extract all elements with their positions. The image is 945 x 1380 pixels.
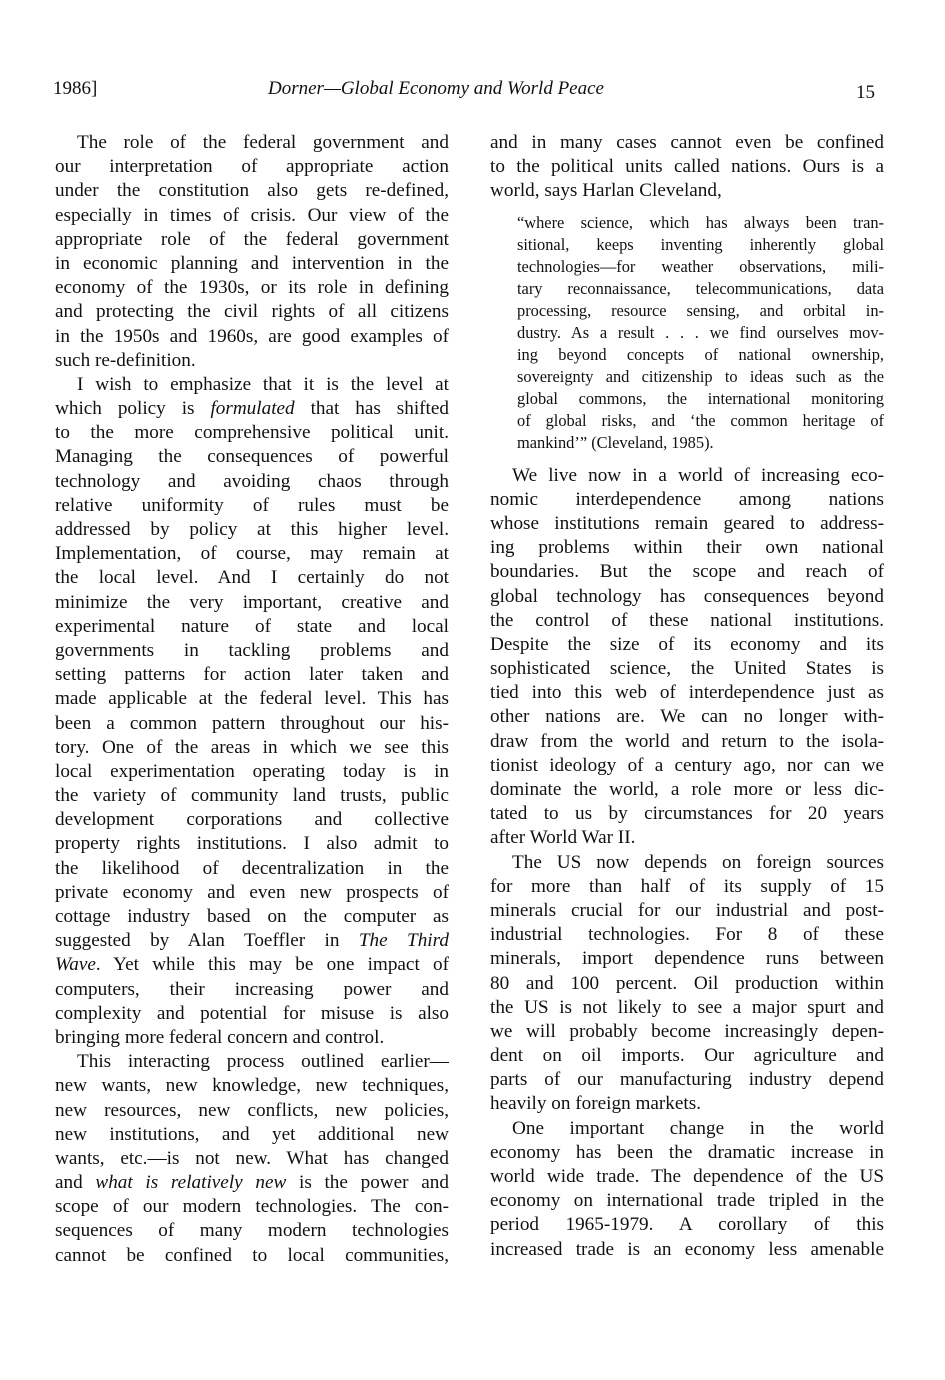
text-line: computers, their increasing power and — [55, 978, 449, 1000]
text-line: parts of our manufacturing industry depend — [490, 1069, 884, 1091]
paragraph — [490, 464, 884, 851]
text-line: 80 and 100 percent. Oil production within — [490, 972, 884, 994]
text-line: technologies—for weather observations, mili- — [517, 256, 884, 276]
running-title: Dorner—Global Economy and World Peace — [268, 78, 604, 99]
text-line: world, says Harlan Cleveland, — [490, 180, 722, 202]
text-line: new wants, new knowledge, new techniques, — [55, 1075, 449, 1097]
paragraph-continuation — [490, 131, 884, 204]
text-line: been a common pattern throughout our his- — [55, 712, 449, 734]
paragraph — [490, 851, 884, 1117]
paragraph — [55, 1050, 449, 1268]
text-line: to the more comprehensive political unit. — [55, 422, 449, 444]
text-line: minimize the very important, creative and — [55, 591, 449, 613]
text-line: I wish to emphasize that it is the level at — [77, 373, 449, 395]
volume-year: 1986] — [53, 78, 98, 99]
text-line: sophisticated science, the United States is — [490, 658, 884, 680]
text-line: Despite the size of its economy and its — [490, 633, 884, 655]
paragraph — [55, 131, 449, 373]
text-line: to the political units called nations. Ours is a — [490, 156, 884, 178]
text-line: and in many cases cannot even be confined — [490, 132, 884, 153]
text-line: for more than half of its supply of 15 — [490, 875, 884, 897]
italic-emphasis: Wave — [55, 954, 96, 976]
text-line: dent on oil imports. Our agriculture and — [490, 1045, 884, 1067]
text-line: and protecting the civil rights of all citizens — [55, 301, 449, 323]
text-line: especially in times of crisis. Our view of the — [55, 204, 449, 226]
text-line: economy of the 1930s, or its role in defining — [55, 277, 449, 299]
text-line: in the 1950s and 1960s, are good examples of — [55, 325, 449, 347]
text-line: processing, resource sensing, and orbital in- — [517, 300, 884, 320]
text-line: after World War II. — [490, 827, 636, 849]
text-line: cannot be confined to local communities, — [55, 1244, 449, 1266]
text-line: increased trade is an economy less amenable — [490, 1238, 884, 1260]
text-line: technology and avoiding chaos through — [55, 470, 449, 492]
text-line: dustry. As a result . . . we find ourselves mov- — [517, 322, 884, 342]
running-header — [53, 78, 875, 108]
page-number: 15 — [856, 82, 875, 103]
text-line: dominate the world, a role more or less dic- — [490, 779, 884, 800]
text-line: the likelihood of decentralization in the — [55, 857, 449, 879]
text-line: property rights institutions. I also admit to — [55, 833, 449, 855]
text-line: of global risks, and ‘the common heritage of — [517, 410, 884, 430]
text-line: tionist ideology of a century ago, nor can we — [490, 754, 884, 776]
text-line: appropriate role of the federal government — [55, 228, 449, 250]
text-line: the local level. And I certainly do not — [55, 567, 449, 589]
text-line: scope of our modern technologies. The con- — [55, 1196, 449, 1218]
text-line: minerals crucial for our industrial and post- — [490, 899, 884, 921]
text-line: We live now in a world of increasing eco- — [512, 464, 884, 486]
text-line: minerals, import dependence runs between — [490, 948, 884, 970]
text-line: our interpretation of appropriate action — [55, 156, 449, 178]
text-line: ing beyond concepts of national ownership, — [517, 344, 884, 364]
paragraph — [490, 1117, 884, 1262]
paragraph — [55, 373, 449, 1050]
text-line: tied into this web of interdependence just as — [490, 682, 884, 704]
text-line: ing problems within their own national — [490, 537, 884, 559]
text-line: the US is not likely to see a major spurt and — [490, 996, 884, 1018]
text-line: world wide trade. The dependence of the US — [490, 1166, 884, 1187]
text-line: “where science, which has always been tran- — [517, 212, 884, 232]
text-line: sitional, keeps inventing inherently global — [517, 234, 884, 254]
text-line: whose institutions remain geared to address- — [490, 512, 884, 534]
text-line: The US now depends on foreign sources — [512, 851, 884, 873]
text-line: development corporations and collective — [55, 809, 449, 831]
text-line: global commons, the international monitoring — [517, 388, 884, 408]
text-line: period 1965-1979. A corollary of this — [490, 1214, 884, 1236]
text-line: we will probably become increasingly depen- — [490, 1020, 884, 1042]
text-line: draw from the world and return to the isola- — [490, 730, 884, 752]
text-line: experimental nature of state and local — [55, 615, 449, 637]
text-line: which policy is formulated that has shifted — [55, 398, 450, 420]
text-line: under the constitution also gets re-defined, — [55, 180, 449, 202]
text-line: mankind’” (Cleveland, 1985). — [517, 432, 714, 452]
text-line: other nations are. We can no longer with- — [490, 706, 884, 728]
text-line: and what is relatively new is the power and — [55, 1172, 449, 1194]
text-line: governments in tackling problems and — [55, 639, 449, 661]
text-line: suggested by Alan Toeffler in The Third — [55, 930, 449, 952]
text-line: tary reconnaissance, telecommunications, data — [517, 278, 884, 298]
text-line: Wave. Yet while this may be one impact of — [55, 954, 449, 976]
text-line: nomic interdependence among nations — [490, 488, 884, 510]
text-line: sequences of many modern technologies — [55, 1220, 449, 1242]
text-line: local experimentation operating today is in — [55, 760, 449, 782]
text-line: industrial technologies. For 8 of these — [490, 924, 884, 946]
text-line: made applicable at the federal level. This has — [55, 688, 449, 710]
text-line: global technology has consequences beyond — [490, 585, 884, 607]
text-line: complexity and potential for misuse is also — [55, 1002, 449, 1024]
text-line: The role of the federal government and — [77, 132, 449, 153]
text-line: tory. One of the areas in which we see this — [55, 736, 449, 758]
text-line: Implementation, of course, may remain at — [55, 543, 449, 565]
text-line: relative uniformity of rules must be — [55, 494, 449, 516]
text-line: such re-definition. — [55, 349, 196, 371]
left-column — [55, 131, 449, 1268]
right-column — [490, 131, 884, 1262]
text-line: Managing the consequences of powerful — [55, 446, 449, 468]
text-line: cottage industry based on the computer as — [55, 906, 449, 927]
text-line: tated to us by circumstances for 20 years — [490, 803, 884, 825]
italic-emphasis: what is relatively new — [95, 1172, 287, 1194]
italic-emphasis: formulated — [210, 398, 295, 420]
text-line: sovereignty and citizenship to ideas such as the — [517, 366, 884, 386]
text-line: This interacting process outlined earlier— — [77, 1051, 449, 1073]
text-line: new institutions, and yet additional new — [55, 1123, 449, 1145]
text-line: bringing more federal concern and control. — [55, 1026, 385, 1048]
text-line: the variety of community land trusts, public — [55, 785, 449, 807]
text-line: addressed by policy at this higher level. — [55, 519, 449, 540]
text-line: new resources, new conflicts, new policies, — [55, 1099, 449, 1121]
text-line: economy on international trade tripled in the — [490, 1190, 884, 1212]
block-quote — [517, 212, 884, 454]
text-line: wants, etc.—is not new. What has changed — [55, 1147, 449, 1169]
text-line: One important change in the world — [512, 1117, 884, 1139]
italic-emphasis: The Third — [358, 930, 449, 952]
text-line: the control of these national institutions. — [490, 609, 884, 631]
text-line: economy has been the dramatic increase in — [490, 1141, 884, 1163]
text-line: private economy and even new prospects of — [55, 881, 449, 903]
text-line: setting patterns for action later taken and — [55, 664, 449, 686]
text-line: in economic planning and intervention in the — [55, 252, 449, 274]
text-line: heavily on foreign markets. — [490, 1093, 701, 1115]
text-line: boundaries. But the scope and reach of — [490, 561, 884, 583]
